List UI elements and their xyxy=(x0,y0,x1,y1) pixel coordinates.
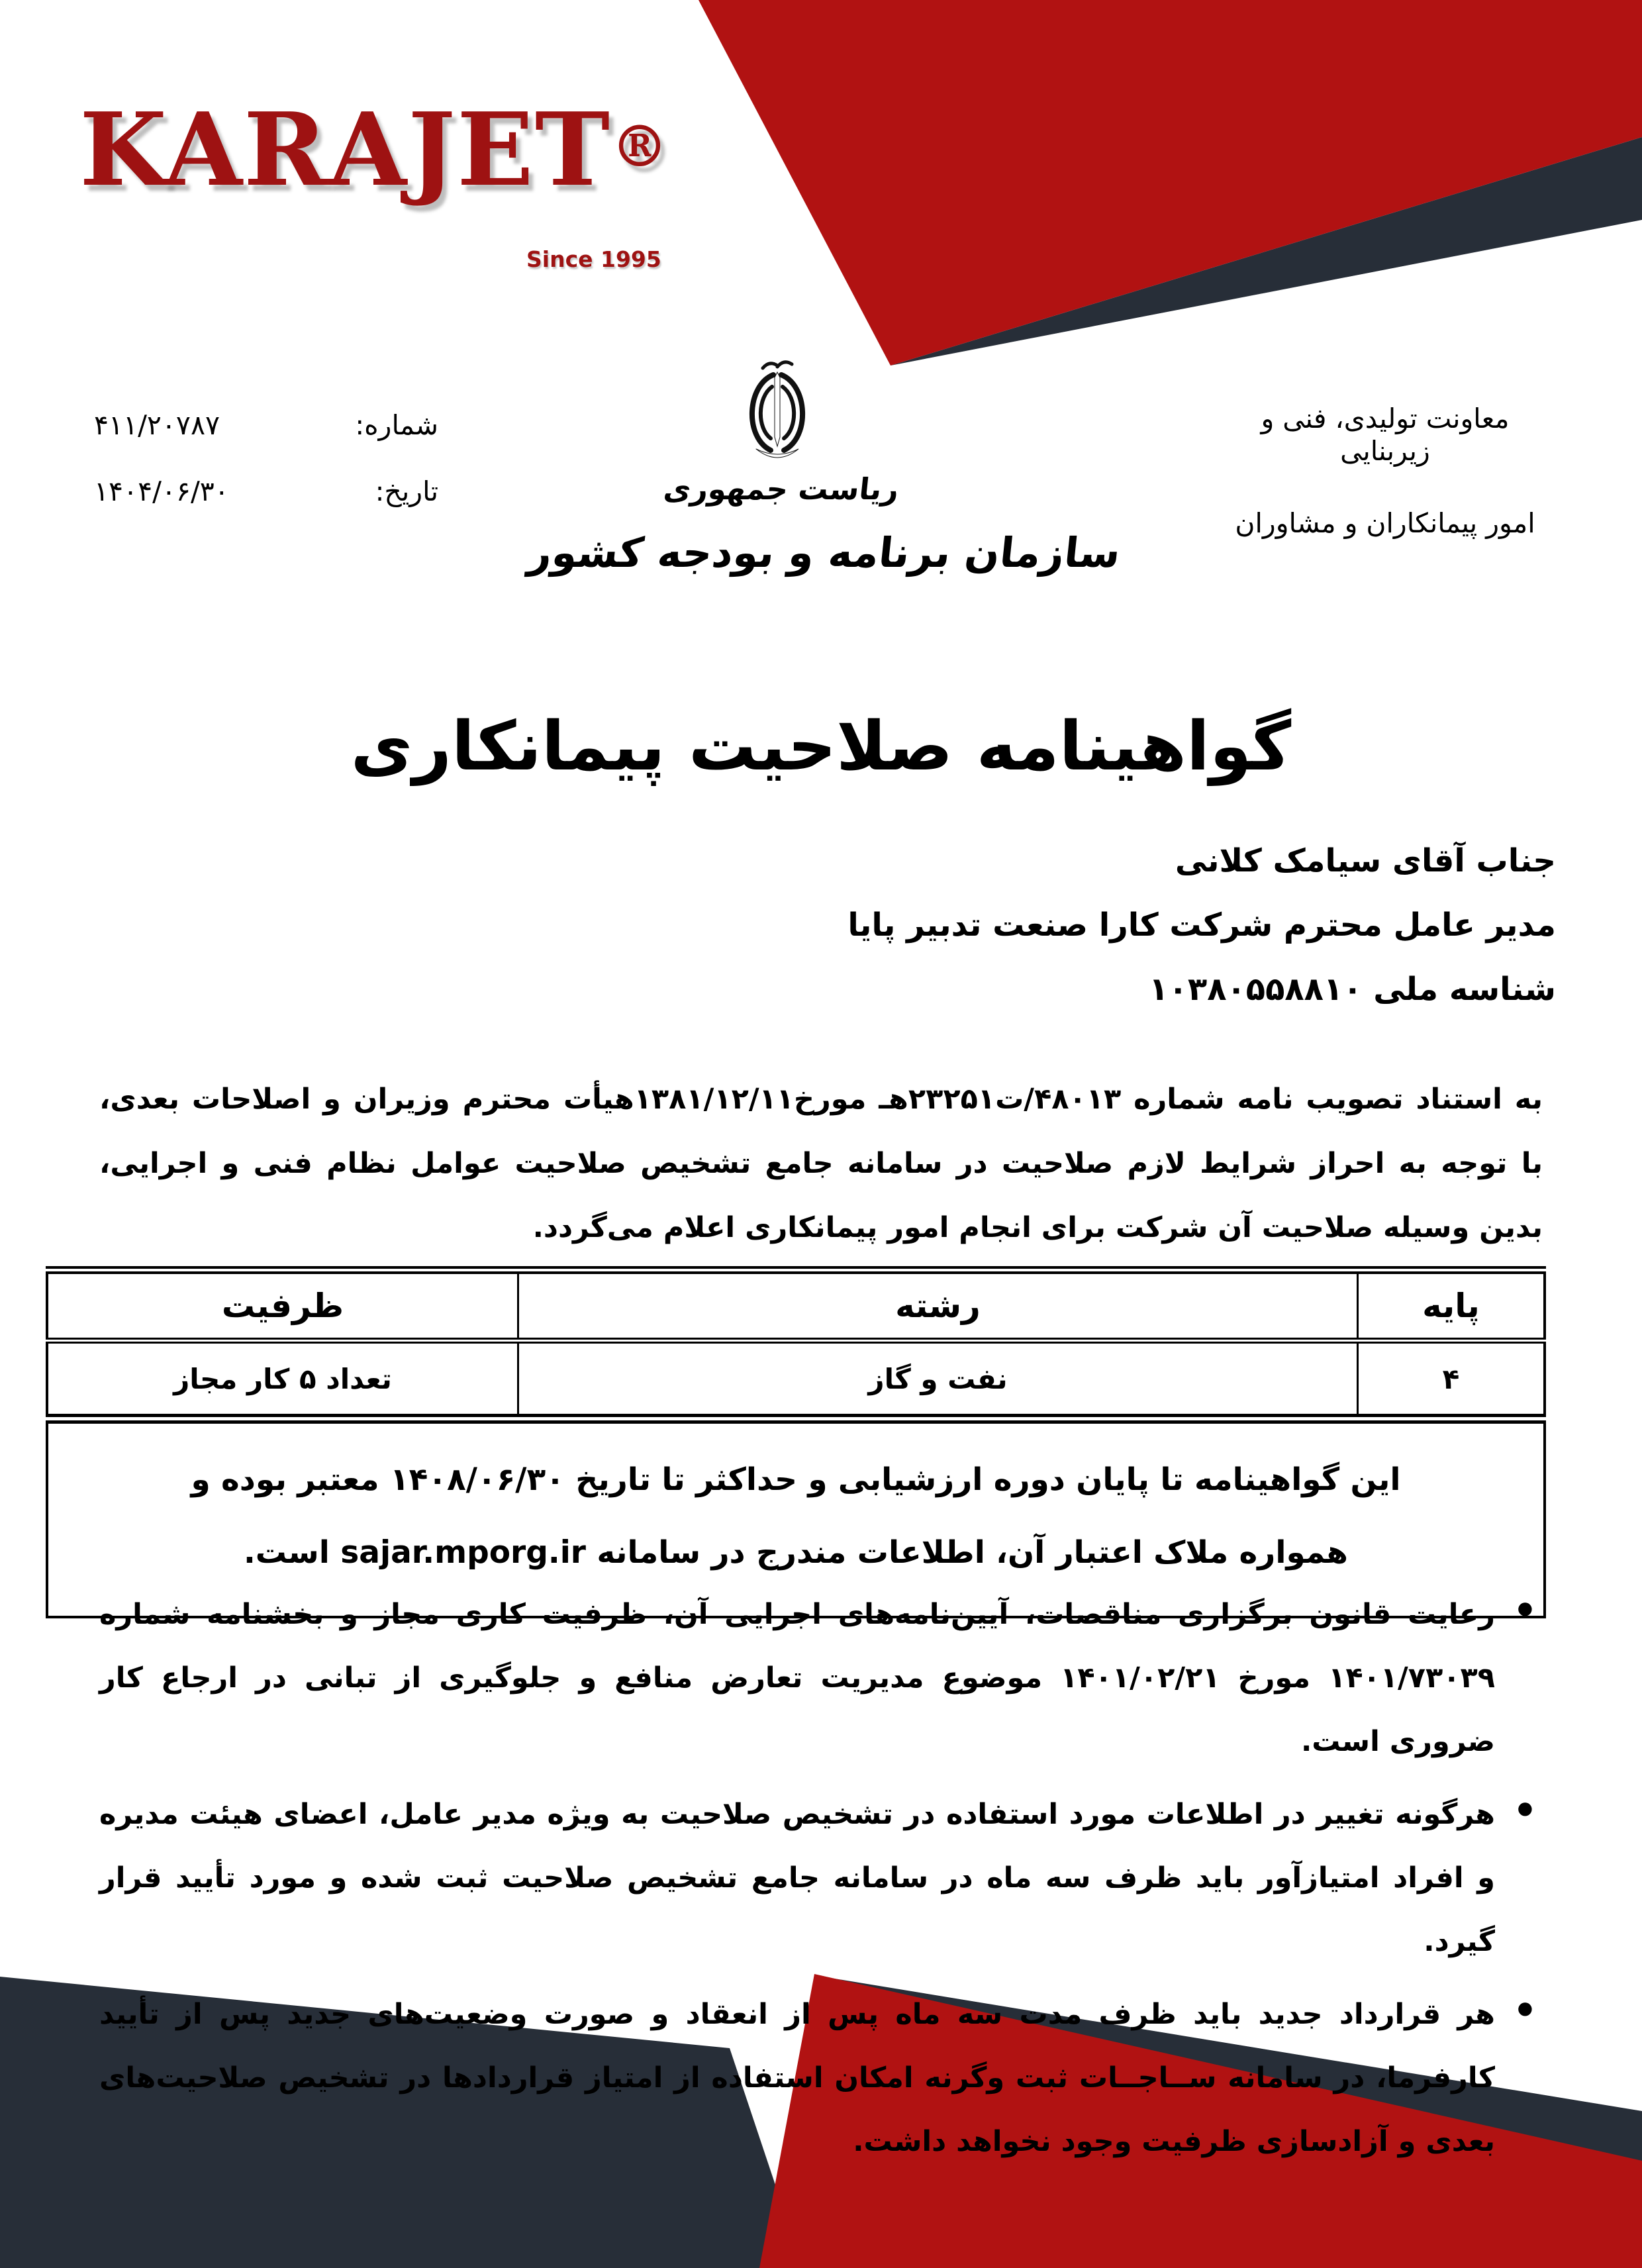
bullet-icon: • xyxy=(1512,1588,1537,1633)
addressee-block xyxy=(563,829,1556,1022)
date-label: تاریخ: xyxy=(375,475,438,507)
note-text: رعایت قانون برگزاری مناقصات، آیین‌نامه‌های اجرایی آن، ظرفیت کاری مجاز و بخشنامه شماره ۱۴۰۱/۷۳۰۳۹ مورخ ۱۴۰۱/۰۲/۲۱ موضوع مدیریت تعارض منافع و جلوگیری از تبانی در ارجاع کار ضروری است. xyxy=(99,1598,1495,1758)
pbo-calligraphy: سازمان برنامه و بودجه کشور xyxy=(526,528,1123,577)
cell-capacity: تعداد ۵ کار مجاز xyxy=(47,1341,518,1419)
list-item xyxy=(99,1983,1543,2173)
letter-date-row xyxy=(94,475,438,507)
cell-grade: ۴ xyxy=(1358,1341,1545,1419)
logo-wordmark: KARAJET xyxy=(79,90,612,209)
deputy-line: معاونت تولیدی، فنی و زیربنایی xyxy=(1261,403,1510,468)
karajet-logo xyxy=(79,90,670,209)
iran-emblem-icon xyxy=(728,359,826,471)
number-value: ۴۱۱/۲۰۷۸۷ xyxy=(94,409,220,441)
qualification-table xyxy=(46,1266,1546,1618)
table-data-row xyxy=(47,1341,1545,1419)
note-text: هرگونه تغییر در اطلاعات مورد استفاده در تشخیص صلاحیت به ویژه مدیر عامل، اعضای هیئت مدیره و افراد امتیازآور باید ظرف سه ماه در سامانه جامع تشخیص صلاحیت ثبت شده و مورد تأیید قرار گیرد. xyxy=(99,1798,1495,1958)
table-header-row xyxy=(47,1270,1545,1341)
header-field: رشته xyxy=(518,1270,1358,1341)
certificate-title: گواهینامه صلاحیت پیمانکاری xyxy=(350,707,1292,786)
date-value: ۱۴۰۴/۰۶/۳۰ xyxy=(94,475,229,507)
list-item xyxy=(99,1583,1543,1773)
letterhead-number-date-block xyxy=(94,409,438,507)
logo-tagline: Since 1995 xyxy=(526,246,661,272)
cell-field: نفت و گاز xyxy=(518,1341,1358,1419)
notes-list xyxy=(99,1583,1543,2183)
presidency-calligraphy: ریاست جمهوری xyxy=(661,471,901,507)
certificate-body-paragraph: به استناد تصویب نامه شماره ۴۸۰۱۳/ت۲۳۲۵۱هـ مورخ۱۳۸۱/۱۲/۱۱هیأت محترم وزیران و اصلاحات بعدی، با توجه به احراز شرایط لازم صلاحیت در سامانه جامع تشخیص صلاحیت عوامل نظام فنی و اجرایی، بدین وسیله صلاحیت آن شرکت برای انجام امور پیمانکاری اعلام می‌گردد. xyxy=(99,1083,1543,1244)
letter-number-row xyxy=(94,409,438,441)
letterhead-department-block xyxy=(1213,403,1557,540)
bullet-icon: • xyxy=(1512,1788,1537,1833)
addressee-name: جناب آقای سیامک کلانی xyxy=(1175,842,1556,879)
validity-line-1: این گواهینامه تا پایان دوره ارزشیابی و حداکثر تا تاریخ ۱۴۰۸/۰۶/۳۰ معتبر بوده و xyxy=(191,1461,1401,1498)
addressee-national-id: شناسه ملی ۱۰۳۸۰۵۵۸۸۱۰ xyxy=(1149,971,1556,1008)
note-text: هر قرارداد جدید باید ظرف مدت سه ماه پس از انعقاد و صورت وضعیت‌های جدید پس از تأیید کارفرما، در سامانه ســاجــات ثبت وگرنه امکان استفاده از امتیاز قراردادها در تشخیص صلاحیت‌های بعدی و آزادسازی ظرفیت وجود نخواهد داشت. xyxy=(99,1998,1495,2158)
validity-line-2: همواره ملاک اعتبار آن، اطلاعات مندرج در سامانه sajar.mporg.ir است. xyxy=(243,1534,1349,1571)
list-item xyxy=(99,1783,1543,1973)
bullet-icon: • xyxy=(1512,1988,1537,2033)
header-capacity: ظرفیت xyxy=(47,1270,518,1341)
registered-trademark-icon: ® xyxy=(611,113,670,180)
addressee-role-company: مدیر عامل محترم شرکت کارا صنعت تدبیر پایا xyxy=(847,907,1556,944)
number-label: شماره: xyxy=(355,409,438,441)
affairs-line: امور پیمانکاران و مشاوران xyxy=(1235,507,1535,540)
header-grade: پایه xyxy=(1358,1270,1545,1341)
